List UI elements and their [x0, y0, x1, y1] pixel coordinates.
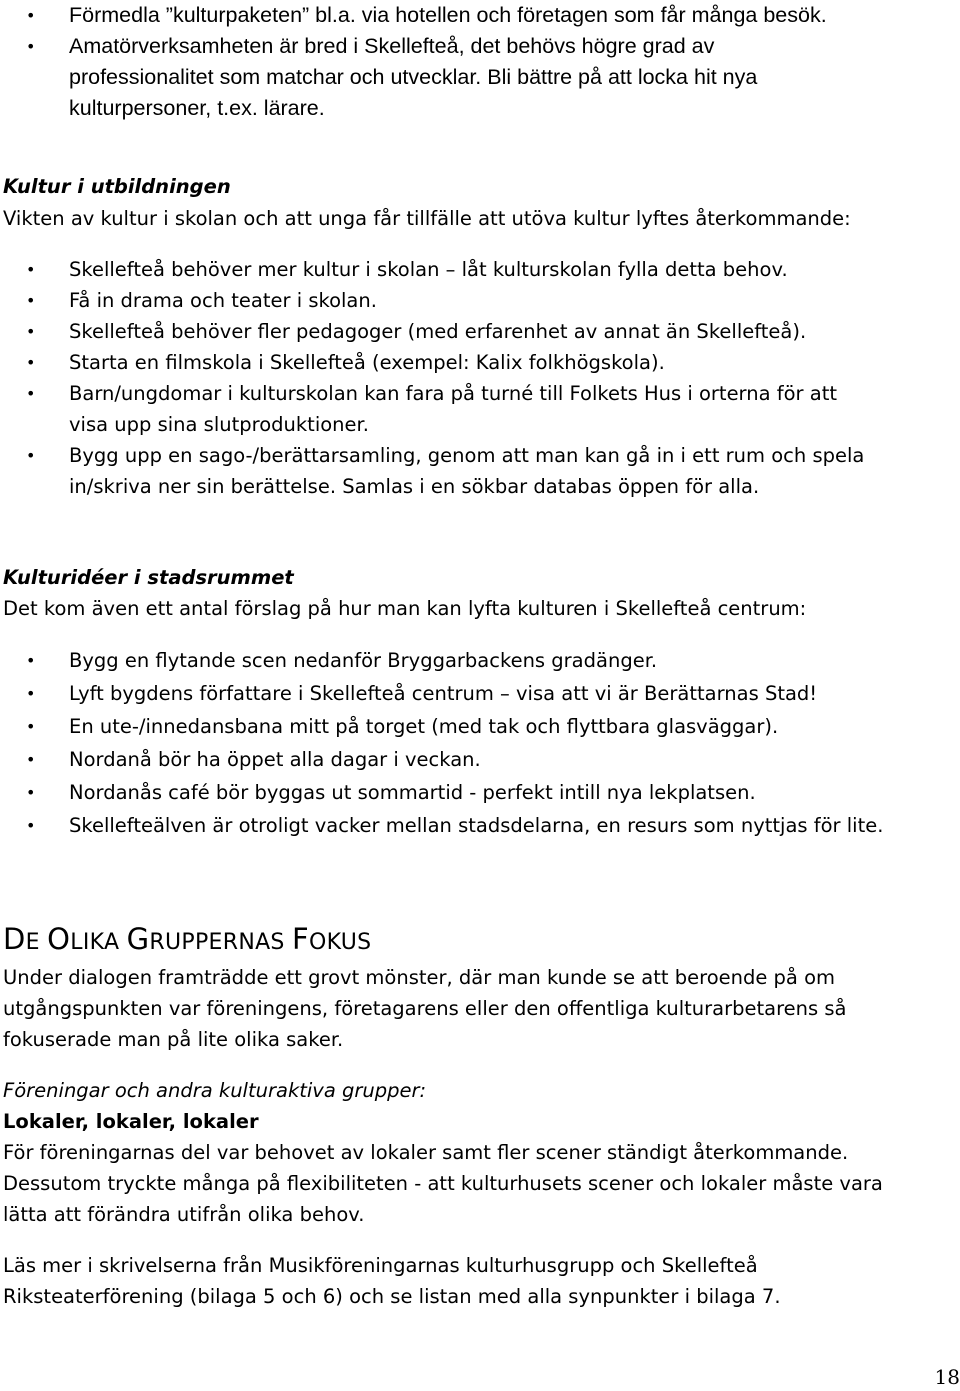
section-heading-education: Kultur i utbildningen	[3, 175, 231, 198]
section-intro: Vikten av kultur i skolan och att unga får tillfälle att utöva kultur lyftes återkommande:	[3, 207, 851, 230]
paragraph-read-more: Läs mer i skrivelserna från Musikföreningarnas kulturhusgrupp och Skellefteå Riksteaterförening (bilaga 5 och 6) och se listan med alla synpunkter i bilaga 7.	[3, 1254, 781, 1308]
education-bullet-list	[0, 254, 960, 502]
list-item: • Nordanå bör ha öppet alla dagar i veckan.	[0, 744, 960, 775]
list-item: • Skellefteå behöver fler pedagoger (med erfarenhet av annat än Skellefteå).	[0, 316, 960, 347]
list-item: • Få in drama och teater i skolan.	[0, 285, 960, 316]
bullet-icon: •	[26, 384, 36, 403]
bullet-icon: •	[26, 353, 36, 372]
section-heading-group-focus: DE OLIKA GRUPPERNAS FOKUS	[3, 922, 372, 956]
list-item: • Bygg upp en sago-/berättarsamling, genom att man kan gå in i ett rum och spela in/skriva ner sin berättelse. Samlas i en sökbar databas öppen för alla.	[0, 440, 960, 502]
bullet-icon: •	[26, 750, 36, 769]
section-heading-cityspace: Kulturidéer i stadsrummet	[3, 566, 294, 589]
bullet-icon: •	[26, 291, 36, 310]
list-item: • Bygg en flytande scen nedanför Bryggarbackens gradänger.	[0, 645, 960, 676]
bullet-icon: •	[26, 651, 36, 670]
list-item: • Starta en filmskola i Skellefteå (exempel: Kalix folkhögskola).	[0, 347, 960, 378]
subsection-heading-associations: Föreningar och andra kulturaktiva grupper:	[3, 1079, 427, 1102]
bullet-icon: •	[26, 717, 36, 736]
page-number: 18	[934, 1365, 960, 1389]
bullet-icon: •	[26, 6, 36, 25]
bullet-icon: •	[26, 783, 36, 802]
list-item: • Skellefteå behöver mer kultur i skolan – låt kulturskolan fylla detta behov.	[0, 254, 960, 285]
bullet-icon: •	[26, 37, 36, 56]
bullet-icon: •	[26, 322, 36, 341]
bullet-icon: •	[26, 816, 36, 835]
group-focus-intro: Under dialogen framträdde ett grovt mönster, där man kunde se att beroende på om utgångspunkten var föreningens, företagarens eller den offentliga kulturarbetarens så fokuserade man på lite olika saker.	[3, 966, 847, 1051]
list-item: • Förmedla ”kulturpaketen” bl.a. via hotellen och företagen som får många besök.	[0, 0, 960, 31]
list-item: • Barn/ungdomar i kulturskolan kan fara på turné till Folkets Hus i orterna för att visa upp sina slutproduktioner.	[0, 378, 960, 440]
section-intro: Det kom även ett antal förslag på hur man kan lyfta kulturen i Skellefteå centrum:	[3, 597, 807, 620]
bullet-icon: •	[26, 260, 36, 279]
list-item: • Lyft bygdens författare i Skellefteå centrum – visa att vi är Berättarnas Stad!	[0, 678, 960, 709]
subsection-bold-title: Lokaler, lokaler, lokaler	[3, 1110, 259, 1133]
list-item: • En ute-/innedansbana mitt på torget (med tak och flyttbara glasväggar).	[0, 711, 960, 742]
list-item: • Nordanås café bör byggas ut sommartid - perfekt intill nya lekplatsen.	[0, 777, 960, 808]
bullet-icon: •	[26, 684, 36, 703]
list-item: • Skellefteälven är otroligt vacker mellan stadsdelarna, en resurs som nyttjas för lite.	[0, 810, 960, 841]
list-item: • Amatörverksamheten är bred i Skellefteå, det behövs högre grad av professionalitet som matchar och utvecklar. Bli bättre på att locka hit nya kulturpersoner, t.ex. lärare.	[0, 31, 960, 124]
cityspace-bullet-list	[0, 645, 960, 841]
paragraph-premises: För föreningarnas del var behovet av lokaler samt fler scener ständigt återkommande. Dessutom tryckte många på flexibiliteten - att kulturhusets scener och lokaler måste vara lätta att förändra utifrån olika behov.	[3, 1141, 883, 1226]
bullet-icon: •	[26, 446, 36, 465]
intro-bullet-list	[0, 0, 960, 124]
